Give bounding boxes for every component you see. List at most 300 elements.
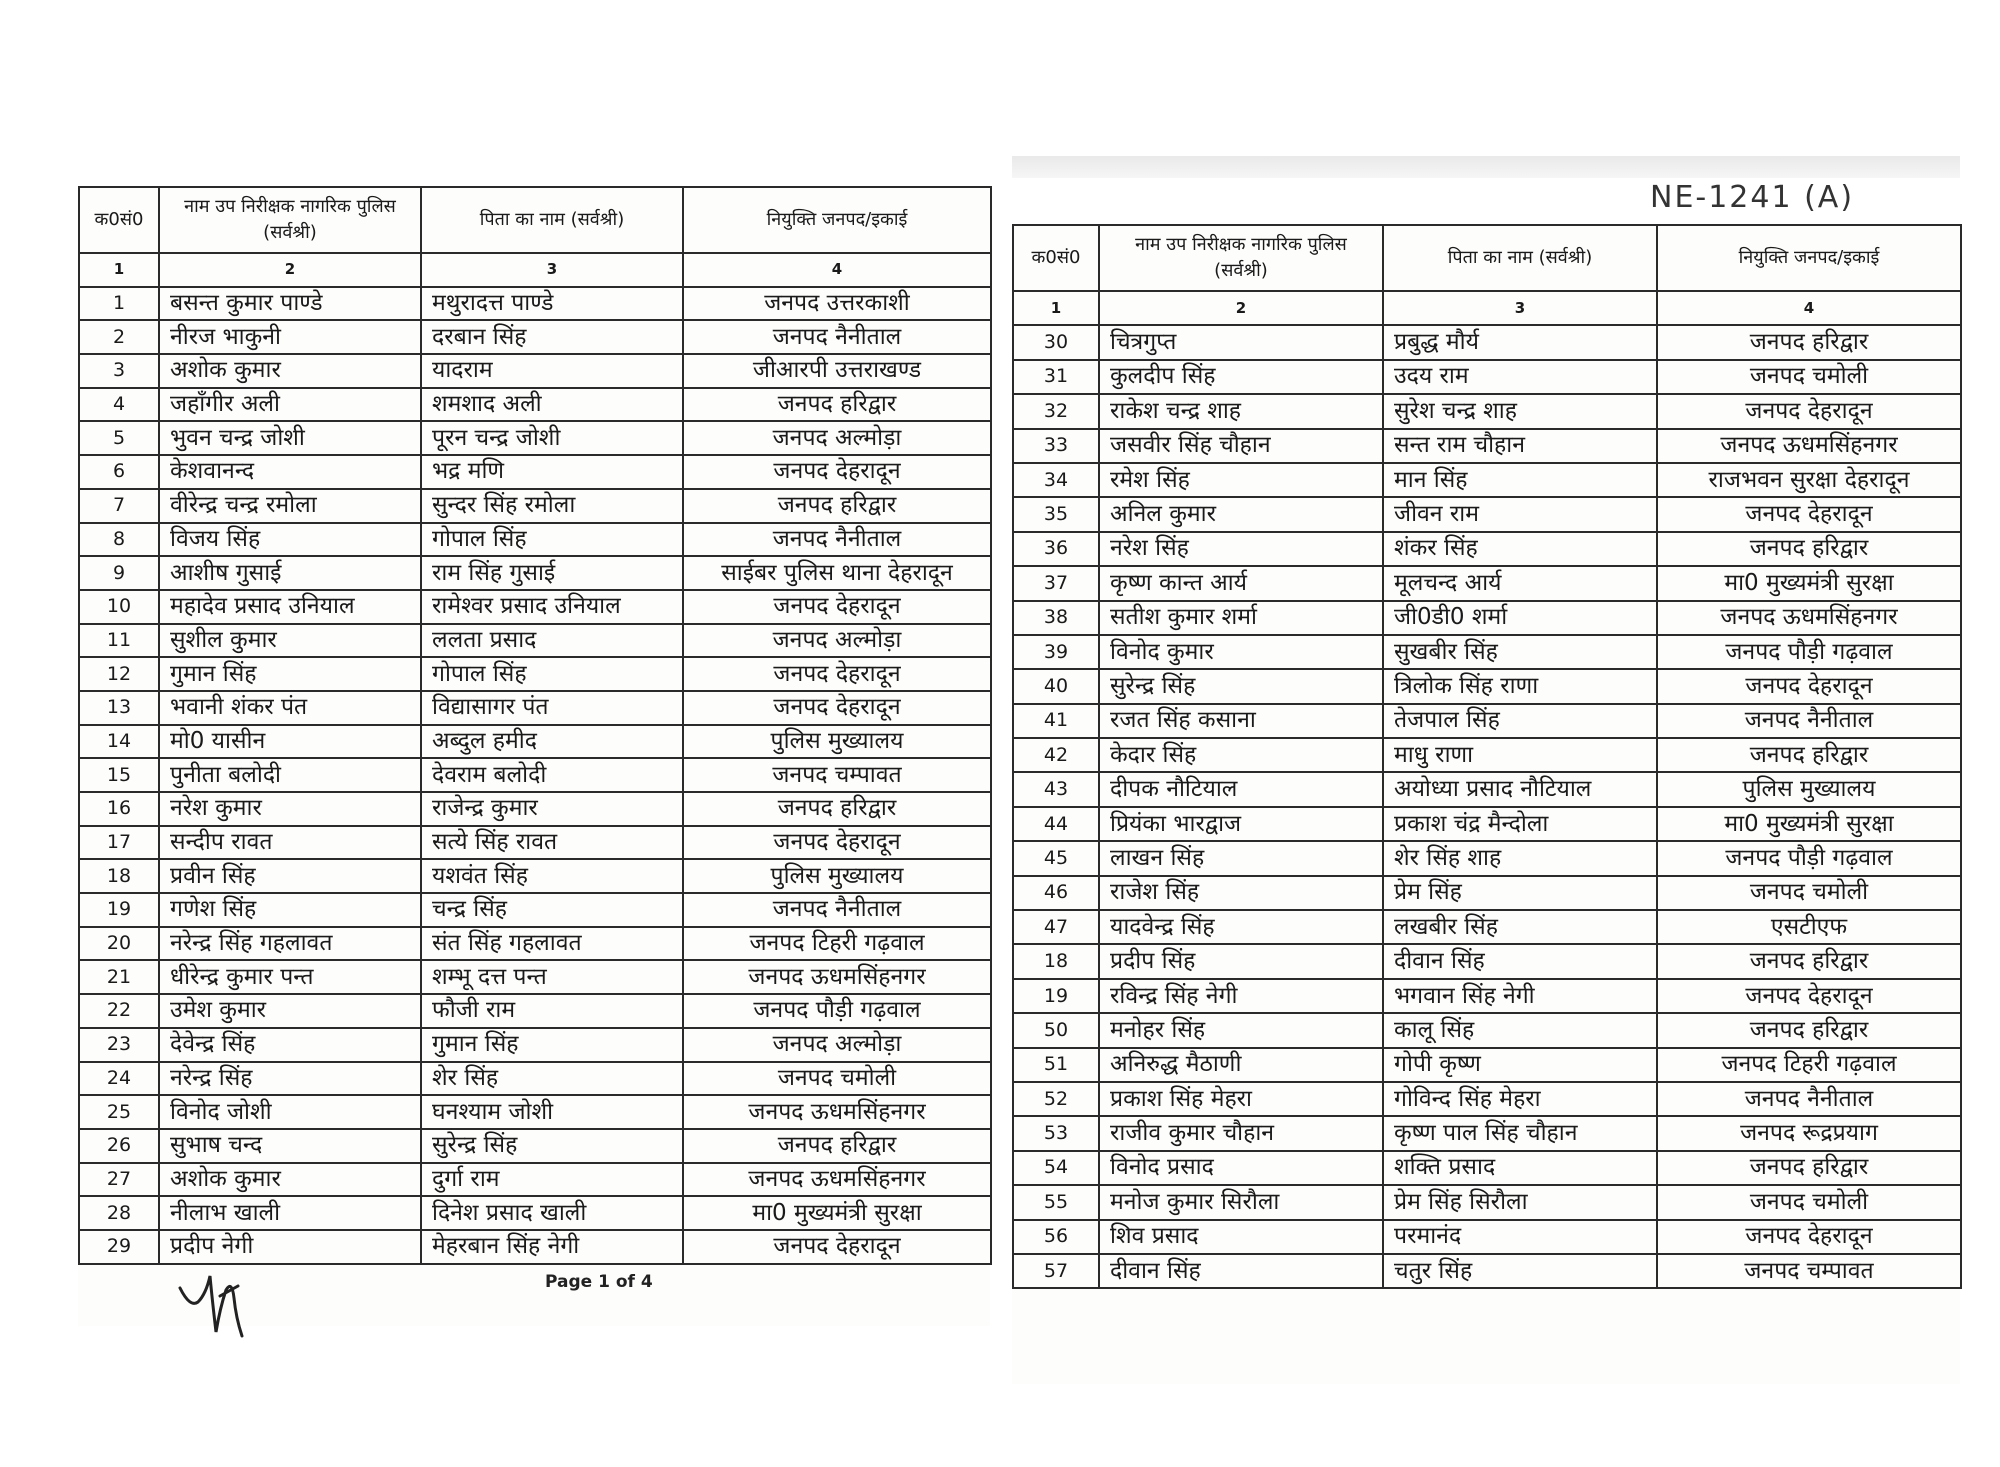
father-name-cell: मेहरबान सिंह नेगी (421, 1230, 683, 1264)
posting-cell: मा0 मुख्यमंत्री सुरक्षा (683, 1196, 991, 1230)
table-row (79, 1230, 991, 1264)
posting-cell: जनपद उत्तरकाशी (683, 287, 991, 321)
father-name-cell: दुर्गा राम (421, 1163, 683, 1197)
serial-number-cell: 11 (79, 624, 159, 658)
officer-name-cell: राजीव कुमार चौहान (1099, 1116, 1383, 1150)
column-number-row (1013, 291, 1961, 325)
father-name-cell: गुमान सिंह (421, 1028, 683, 1062)
father-name-cell: अब्दुल हमीद (421, 725, 683, 759)
officer-name-cell: मनोज कुमार सिरौला (1099, 1185, 1383, 1219)
posting-cell: जनपद नैनीताल (683, 893, 991, 927)
father-name-cell: दीवान सिंह (1383, 944, 1657, 978)
posting-cell: जनपद अल्मोड़ा (683, 421, 991, 455)
table-row (1013, 394, 1961, 428)
column-number: 3 (1383, 291, 1657, 325)
table-row (79, 994, 991, 1028)
father-name-cell: सुन्दर सिंह रमोला (421, 489, 683, 523)
father-name-cell: ललता प्रसाद (421, 624, 683, 658)
posting-cell: जनपद हरिद्वार (1657, 944, 1961, 978)
posting-cell: जनपद चमोली (683, 1062, 991, 1096)
serial-number-cell: 24 (79, 1062, 159, 1096)
officer-name-cell: विनोद कुमार (1099, 635, 1383, 669)
table-row (1013, 704, 1961, 738)
table-row (1013, 738, 1961, 772)
serial-number-cell: 6 (79, 455, 159, 489)
father-name-cell: राजेन्द्र कुमार (421, 792, 683, 826)
father-name-cell: परमानंद (1383, 1220, 1657, 1254)
serial-number-cell: 13 (79, 691, 159, 725)
serial-number-cell: 45 (1013, 841, 1099, 875)
posting-cell: जनपद टिहरी गढ़वाल (1657, 1048, 1961, 1082)
father-name-cell: शक्ति प्रसाद (1383, 1151, 1657, 1185)
table-row (79, 725, 991, 759)
father-name-cell: सत्ये सिंह रावत (421, 826, 683, 860)
posting-cell: जनपद ऊधमसिंहनगर (683, 1163, 991, 1197)
serial-number-cell: 5 (79, 421, 159, 455)
officer-name-cell: पुनीता बलोदी (159, 758, 421, 792)
posting-cell: पुलिस मुख्यालय (1657, 772, 1961, 806)
serial-number-cell: 4 (79, 388, 159, 422)
posting-cell: राजभवन सुरक्षा देहरादून (1657, 463, 1961, 497)
serial-number-cell: 14 (79, 725, 159, 759)
table-row (1013, 1185, 1961, 1219)
officer-name-cell: अनिल कुमार (1099, 497, 1383, 531)
left-table-body (79, 253, 991, 1264)
father-name-cell: सुरेन्द्र सिंह (421, 1129, 683, 1163)
officer-name-cell: धीरेन्द्र कुमार पन्त (159, 960, 421, 994)
father-name-cell: शम्भू दत्त पन्त (421, 960, 683, 994)
officer-name-cell: नीलाभ खाली (159, 1196, 421, 1230)
officer-name-cell: प्रवीन सिंह (159, 859, 421, 893)
posting-cell: जनपद देहरादून (683, 691, 991, 725)
table-row (79, 960, 991, 994)
posting-cell: जनपद हरिद्वार (1657, 738, 1961, 772)
header-father-name: पिता का नाम (सर्वश्री) (421, 187, 683, 253)
posting-cell: जनपद पौड़ी गढ़वाल (1657, 635, 1961, 669)
officer-name-cell: कृष्ण कान्त आर्य (1099, 566, 1383, 600)
father-name-cell: सुखबीर सिंह (1383, 635, 1657, 669)
table-row (1013, 1048, 1961, 1082)
table-row (1013, 360, 1961, 394)
header-serial-number: क0सं0 (1013, 225, 1099, 291)
officer-name-cell: गणेश सिंह (159, 893, 421, 927)
officer-name-cell: जहाँगीर अली (159, 388, 421, 422)
officer-name-cell: केदार सिंह (1099, 738, 1383, 772)
right-table-header-row (1013, 225, 1961, 291)
serial-number-cell: 35 (1013, 497, 1099, 531)
posting-cell: जनपद रूद्रप्रयाग (1657, 1116, 1961, 1150)
reference-note: NE-1241 (A) (1650, 180, 1855, 215)
officer-name-cell: नरेश कुमार (159, 792, 421, 826)
father-name-cell: शमशाद अली (421, 388, 683, 422)
posting-cell: जनपद देहरादून (1657, 1220, 1961, 1254)
table-row (79, 1129, 991, 1163)
table-row (1013, 601, 1961, 635)
table-row (79, 691, 991, 725)
father-name-cell: शेर सिंह शाह (1383, 841, 1657, 875)
column-number-row (79, 253, 991, 287)
column-number: 3 (421, 253, 683, 287)
column-number: 4 (683, 253, 991, 287)
father-name-cell: राम सिंह गुसाई (421, 556, 683, 590)
officer-name-cell: सतीश कुमार शर्मा (1099, 601, 1383, 635)
table-row (79, 758, 991, 792)
serial-number-cell: 1 (79, 287, 159, 321)
posting-cell: मा0 मुख्यमंत्री सुरक्षा (1657, 807, 1961, 841)
header-officer-name: नाम उप निरीक्षक नागरिक पुलिस (सर्वश्री) (159, 187, 421, 253)
table-row (1013, 429, 1961, 463)
serial-number-cell: 57 (1013, 1254, 1099, 1288)
father-name-cell: गोविन्द सिंह मेहरा (1383, 1082, 1657, 1116)
serial-number-cell: 54 (1013, 1151, 1099, 1185)
table-row (1013, 497, 1961, 531)
father-name-cell: अयोध्या प्रसाद नौटियाल (1383, 772, 1657, 806)
serial-number-cell: 18 (1013, 944, 1099, 978)
officer-name-cell: राजेश सिंह (1099, 876, 1383, 910)
father-name-cell: यशवंत सिंह (421, 859, 683, 893)
father-name-cell: यादराम (421, 354, 683, 388)
table-row (79, 826, 991, 860)
posting-cell: जनपद नैनीताल (1657, 1082, 1961, 1116)
table-row (1013, 1220, 1961, 1254)
table-row (1013, 1082, 1961, 1116)
serial-number-cell: 16 (79, 792, 159, 826)
posting-cell: जनपद ऊधमसिंहनगर (1657, 601, 1961, 635)
column-number: 4 (1657, 291, 1961, 325)
posting-cell: जनपद देहरादून (1657, 497, 1961, 531)
father-name-cell: गोपाल सिंह (421, 657, 683, 691)
table-row (1013, 325, 1961, 359)
serial-number-cell: 42 (1013, 738, 1099, 772)
officer-name-cell: सुरेन्द्र सिंह (1099, 669, 1383, 703)
serial-number-cell: 55 (1013, 1185, 1099, 1219)
officer-name-cell: बसन्त कुमार पाण्डे (159, 287, 421, 321)
serial-number-cell: 19 (79, 893, 159, 927)
officer-name-cell: कुलदीप सिंह (1099, 360, 1383, 394)
father-name-cell: कालू सिंह (1383, 1013, 1657, 1047)
officer-name-cell: नरेन्द्र सिंह (159, 1062, 421, 1096)
scan-edge-strip (1012, 156, 1960, 178)
table-row (1013, 772, 1961, 806)
father-name-cell: प्रकाश चंद्र मैन्दोला (1383, 807, 1657, 841)
father-name-cell: प्रबुद्ध मौर्य (1383, 325, 1657, 359)
table-row (79, 1062, 991, 1096)
father-name-cell: भगवान सिंह नेगी (1383, 979, 1657, 1013)
father-name-cell: प्रेम सिंह (1383, 876, 1657, 910)
officer-name-cell: महादेव प्रसाद उनियाल (159, 590, 421, 624)
officer-name-cell: दीवान सिंह (1099, 1254, 1383, 1288)
serial-number-cell: 46 (1013, 876, 1099, 910)
posting-cell: जनपद हरिद्वार (1657, 532, 1961, 566)
father-name-cell: मथुरादत्त पाण्डे (421, 287, 683, 321)
father-name-cell: शंकर सिंह (1383, 532, 1657, 566)
officer-name-cell: केशवानन्द (159, 455, 421, 489)
serial-number-cell: 33 (1013, 429, 1099, 463)
father-name-cell: गोपी कृष्ण (1383, 1048, 1657, 1082)
posting-cell: जनपद नैनीताल (1657, 704, 1961, 738)
serial-number-cell: 17 (79, 826, 159, 860)
officer-name-cell: नरेश सिंह (1099, 532, 1383, 566)
table-row (1013, 979, 1961, 1013)
officer-name-cell: आशीष गुसाई (159, 556, 421, 590)
officer-name-cell: रजत सिंह कसाना (1099, 704, 1383, 738)
posting-cell: जनपद देहरादून (683, 657, 991, 691)
table-row (1013, 532, 1961, 566)
serial-number-cell: 22 (79, 994, 159, 1028)
left-page-sheet (78, 186, 990, 1326)
posting-cell: जनपद ऊधमसिंहनगर (1657, 429, 1961, 463)
officer-name-cell: देवेन्द्र सिंह (159, 1028, 421, 1062)
right-table-body (1013, 291, 1961, 1288)
father-name-cell: उदय राम (1383, 360, 1657, 394)
table-row (79, 927, 991, 961)
table-row (79, 421, 991, 455)
posting-cell: जनपद पौड़ी गढ़वाल (1657, 841, 1961, 875)
father-name-cell: भद्र मणि (421, 455, 683, 489)
table-row (79, 792, 991, 826)
officer-name-cell: रविन्द्र सिंह नेगी (1099, 979, 1383, 1013)
serial-number-cell: 31 (1013, 360, 1099, 394)
posting-cell: एसटीएफ (1657, 910, 1961, 944)
posting-cell: साईबर पुलिस थाना देहरादून (683, 556, 991, 590)
father-name-cell: संत सिंह गहलावत (421, 927, 683, 961)
table-row (79, 1163, 991, 1197)
father-name-cell: जी0डी0 शर्मा (1383, 601, 1657, 635)
table-row (79, 287, 991, 321)
posting-cell: जनपद चमोली (1657, 876, 1961, 910)
officer-name-cell: सुशील कुमार (159, 624, 421, 658)
father-name-cell: प्रेम सिंह सिरौला (1383, 1185, 1657, 1219)
posting-cell: मा0 मुख्यमंत्री सुरक्षा (1657, 566, 1961, 600)
posting-cell: जनपद हरिद्वार (1657, 1013, 1961, 1047)
serial-number-cell: 20 (79, 927, 159, 961)
serial-number-cell: 32 (1013, 394, 1099, 428)
posting-cell: पुलिस मुख्यालय (683, 859, 991, 893)
posting-cell: पुलिस मुख्यालय (683, 725, 991, 759)
officer-name-cell: विजय सिंह (159, 523, 421, 557)
posting-cell: जनपद देहरादून (1657, 669, 1961, 703)
officer-name-cell: मो0 यासीन (159, 725, 421, 759)
posting-cell: जनपद देहरादून (683, 455, 991, 489)
father-name-cell: तेजपाल सिंह (1383, 704, 1657, 738)
serial-number-cell: 10 (79, 590, 159, 624)
posting-cell: जनपद हरिद्वार (683, 792, 991, 826)
officer-name-cell: नरेन्द्र सिंह गहलावत (159, 927, 421, 961)
father-name-cell: विद्यासागर पंत (421, 691, 683, 725)
officer-name-cell: राकेश चन्द्र शाह (1099, 394, 1383, 428)
serial-number-cell: 40 (1013, 669, 1099, 703)
table-row (1013, 1151, 1961, 1185)
serial-number-cell: 37 (1013, 566, 1099, 600)
serial-number-cell: 39 (1013, 635, 1099, 669)
serial-number-cell: 27 (79, 1163, 159, 1197)
column-number: 1 (1013, 291, 1099, 325)
table-row (79, 859, 991, 893)
father-name-cell: मूलचन्द आर्य (1383, 566, 1657, 600)
table-row (79, 556, 991, 590)
officer-name-cell: नीरज भाकुनी (159, 320, 421, 354)
posting-cell: जनपद हरिद्वार (1657, 325, 1961, 359)
posting-cell: जीआरपी उत्तराखण्ड (683, 354, 991, 388)
posting-cell: जनपद अल्मोड़ा (683, 624, 991, 658)
posting-cell: जनपद देहरादून (1657, 979, 1961, 1013)
officer-name-cell: रमेश सिंह (1099, 463, 1383, 497)
officer-name-cell: प्रदीप नेगी (159, 1230, 421, 1264)
father-name-cell: गोपाल सिंह (421, 523, 683, 557)
column-number: 1 (79, 253, 159, 287)
officer-name-cell: यादवेन्द्र सिंह (1099, 910, 1383, 944)
officer-name-cell: भवानी शंकर पंत (159, 691, 421, 725)
father-name-cell: जीवन राम (1383, 497, 1657, 531)
posting-cell: जनपद अल्मोड़ा (683, 1028, 991, 1062)
left-table-header-row (79, 187, 991, 253)
officer-name-cell: सन्दीप रावत (159, 826, 421, 860)
serial-number-cell: 56 (1013, 1220, 1099, 1254)
posting-cell: जनपद चम्पावत (1657, 1254, 1961, 1288)
column-number: 2 (159, 253, 421, 287)
posting-cell: जनपद पौड़ी गढ़वाल (683, 994, 991, 1028)
table-row (79, 624, 991, 658)
officer-name-cell: अशोक कुमार (159, 1163, 421, 1197)
posting-cell: जनपद नैनीताल (683, 523, 991, 557)
father-name-cell: सन्त राम चौहान (1383, 429, 1657, 463)
table-row (79, 893, 991, 927)
officer-name-cell: अशोक कुमार (159, 354, 421, 388)
officer-name-cell: सुभाष चन्द (159, 1129, 421, 1163)
serial-number-cell: 38 (1013, 601, 1099, 635)
posting-cell: जनपद हरिद्वार (1657, 1151, 1961, 1185)
posting-cell: जनपद हरिद्वार (683, 388, 991, 422)
table-row (79, 1196, 991, 1230)
father-name-cell: चन्द्र सिंह (421, 893, 683, 927)
table-row (79, 354, 991, 388)
table-row (79, 388, 991, 422)
serial-number-cell: 52 (1013, 1082, 1099, 1116)
father-name-cell: देवराम बलोदी (421, 758, 683, 792)
officer-name-cell: विनोद जोशी (159, 1095, 421, 1129)
serial-number-cell: 19 (1013, 979, 1099, 1013)
table-row (1013, 876, 1961, 910)
header-posting: नियुक्ति जनपद/इकाई (683, 187, 991, 253)
header-father-name: पिता का नाम (सर्वश्री) (1383, 225, 1657, 291)
posting-cell: जनपद नैनीताल (683, 320, 991, 354)
right-page-sheet (1012, 224, 1960, 1384)
father-name-cell: पूरन चन्द्र जोशी (421, 421, 683, 455)
officer-name-cell: शिव प्रसाद (1099, 1220, 1383, 1254)
table-row (79, 320, 991, 354)
officer-name-cell: अनिरुद्ध मैठाणी (1099, 1048, 1383, 1082)
father-name-cell: त्रिलोक सिंह राणा (1383, 669, 1657, 703)
table-row (79, 523, 991, 557)
serial-number-cell: 51 (1013, 1048, 1099, 1082)
table-row (1013, 910, 1961, 944)
posting-cell: जनपद देहरादून (683, 590, 991, 624)
table-row (79, 1028, 991, 1062)
serial-number-cell: 25 (79, 1095, 159, 1129)
officer-name-cell: दीपक नौटियाल (1099, 772, 1383, 806)
posting-cell: जनपद चमोली (1657, 1185, 1961, 1219)
father-name-cell: सुरेश चन्द्र शाह (1383, 394, 1657, 428)
father-name-cell: माधु राणा (1383, 738, 1657, 772)
table-row (79, 1095, 991, 1129)
father-name-cell: फौजी राम (421, 994, 683, 1028)
officer-name-cell: प्रकाश सिंह मेहरा (1099, 1082, 1383, 1116)
serial-number-cell: 3 (79, 354, 159, 388)
left-officer-table (78, 186, 992, 1265)
table-row (1013, 669, 1961, 703)
serial-number-cell: 15 (79, 758, 159, 792)
serial-number-cell: 47 (1013, 910, 1099, 944)
posting-cell: जनपद चम्पावत (683, 758, 991, 792)
header-serial-number: क0सं0 (79, 187, 159, 253)
posting-cell: जनपद ऊधमसिंहनगर (683, 960, 991, 994)
posting-cell: जनपद देहरादून (683, 826, 991, 860)
officer-name-cell: लाखन सिंह (1099, 841, 1383, 875)
serial-number-cell: 50 (1013, 1013, 1099, 1047)
father-name-cell: लखबीर सिंह (1383, 910, 1657, 944)
table-row (1013, 463, 1961, 497)
serial-number-cell: 18 (79, 859, 159, 893)
officer-name-cell: वीरेन्द्र चन्द्र रमोला (159, 489, 421, 523)
serial-number-cell: 7 (79, 489, 159, 523)
posting-cell: जनपद हरिद्वार (683, 489, 991, 523)
father-name-cell: रामेश्वर प्रसाद उनियाल (421, 590, 683, 624)
posting-cell: जनपद टिहरी गढ़वाल (683, 927, 991, 961)
table-row (1013, 944, 1961, 978)
posting-cell: जनपद देहरादून (683, 1230, 991, 1264)
table-row (79, 489, 991, 523)
father-name-cell: दरबान सिंह (421, 320, 683, 354)
header-officer-name: नाम उप निरीक्षक नागरिक पुलिस (सर्वश्री) (1099, 225, 1383, 291)
officer-name-cell: गुमान सिंह (159, 657, 421, 691)
serial-number-cell: 8 (79, 523, 159, 557)
posting-cell: जनपद देहरादून (1657, 394, 1961, 428)
table-row (79, 590, 991, 624)
serial-number-cell: 41 (1013, 704, 1099, 738)
serial-number-cell: 34 (1013, 463, 1099, 497)
table-row (1013, 841, 1961, 875)
officer-name-cell: विनोद प्रसाद (1099, 1151, 1383, 1185)
page-number: Page 1 of 4 (545, 1272, 653, 1292)
table-row (1013, 566, 1961, 600)
right-officer-table (1012, 224, 1962, 1289)
father-name-cell: शेर सिंह (421, 1062, 683, 1096)
posting-cell: जनपद चमोली (1657, 360, 1961, 394)
table-row (1013, 1013, 1961, 1047)
table-row (1013, 635, 1961, 669)
father-name-cell: कृष्ण पाल सिंह चौहान (1383, 1116, 1657, 1150)
serial-number-cell: 53 (1013, 1116, 1099, 1150)
serial-number-cell: 9 (79, 556, 159, 590)
officer-name-cell: चित्रगुप्त (1099, 325, 1383, 359)
officer-name-cell: जसवीर सिंह चौहान (1099, 429, 1383, 463)
serial-number-cell: 43 (1013, 772, 1099, 806)
posting-cell: जनपद ऊधमसिंहनगर (683, 1095, 991, 1129)
handwritten-signature (176, 1268, 256, 1340)
officer-name-cell: उमेश कुमार (159, 994, 421, 1028)
posting-cell: जनपद हरिद्वार (683, 1129, 991, 1163)
officer-name-cell: प्रियंका भारद्वाज (1099, 807, 1383, 841)
father-name-cell: मान सिंह (1383, 463, 1657, 497)
officer-name-cell: मनोहर सिंह (1099, 1013, 1383, 1047)
father-name-cell: चतुर सिंह (1383, 1254, 1657, 1288)
table-row (1013, 1254, 1961, 1288)
serial-number-cell: 21 (79, 960, 159, 994)
serial-number-cell: 26 (79, 1129, 159, 1163)
serial-number-cell: 29 (79, 1230, 159, 1264)
table-row (79, 657, 991, 691)
serial-number-cell: 12 (79, 657, 159, 691)
